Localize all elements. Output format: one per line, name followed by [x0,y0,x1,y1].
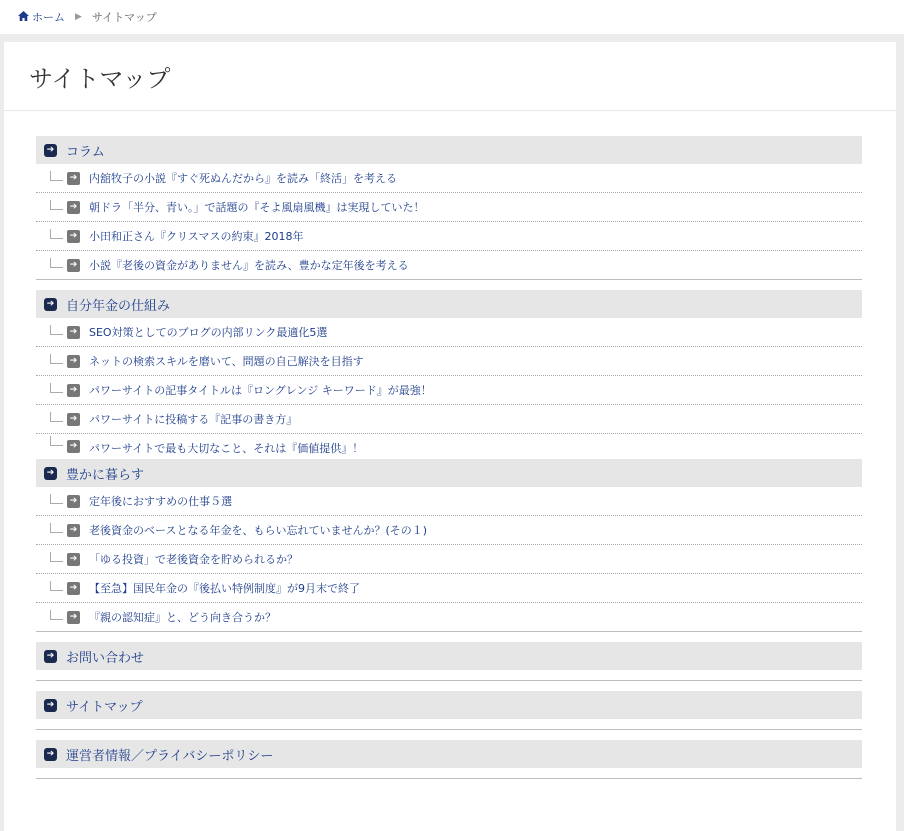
page-group [36,691,862,730]
page-link-label: サイトマップ [66,699,143,715]
page-link-sitemap[interactable] [36,691,862,719]
arrow-right-icon: ➔ [67,582,80,595]
category-label: 豊かに暮らす [66,467,145,483]
post-link[interactable] [36,251,862,279]
post-title: 内舘牧子の小説『すぐ死ぬんだから』を読み「終活」を考える [89,172,397,185]
post-title: パワーサイトの記事タイトルは『ロングレンジ キーワード』が最強！ [89,384,432,397]
page-title: サイトマップ [4,42,896,111]
post-link[interactable] [36,193,862,222]
category-label: 自分年金の仕組み [66,298,171,314]
tree-branch-icon [50,494,63,504]
arrow-right-icon: ➔ [67,495,80,508]
arrow-right-icon: ➔ [67,611,80,624]
category-link[interactable] [36,136,862,164]
post-link[interactable] [36,376,862,405]
arrow-right-icon: ➔ [67,524,80,537]
arrow-right-icon: ➔ [44,298,57,311]
page-link-label: 運営者情報／プライバシーポリシー [66,748,274,764]
arrow-right-icon: ➔ [67,201,80,214]
post-link[interactable] [36,603,862,631]
post-title: 朝ドラ「半分、青い。」で話題の『そよ風扇風機』は実現していた！ [89,201,425,214]
post-link[interactable] [36,405,862,434]
arrow-right-icon: ➔ [67,553,80,566]
category-group [36,136,862,280]
post-title: SEO対策としてのブログの内部リンク最適化5選 [89,326,328,339]
arrow-right-icon: ➔ [67,384,80,397]
breadcrumb-home-label: ホーム [32,11,65,24]
category-link[interactable] [36,459,862,487]
arrow-right-icon: ➔ [67,355,80,368]
page-group [36,642,862,681]
post-link[interactable] [36,164,862,193]
tree-branch-icon [50,552,63,562]
post-title: パワーサイトで最も大切なこと、それは『価値提供』！ [89,442,364,455]
post-link[interactable] [36,545,862,574]
sitemap-card [4,42,896,831]
page-link-contact[interactable] [36,642,862,670]
breadcrumb-home-link[interactable] [18,9,65,25]
arrow-right-icon: ➔ [67,413,80,426]
arrow-right-icon: ➔ [44,699,57,712]
post-title: 【至急】国民年金の『後払い特例制度』が9月末で終了 [89,582,360,595]
post-link[interactable] [36,347,862,376]
tree-branch-icon [50,258,63,268]
post-link[interactable] [36,318,862,347]
tree-branch-icon [50,436,63,446]
tree-branch-icon [50,383,63,393]
arrow-right-icon: ➔ [44,650,57,663]
tree-branch-icon [50,581,63,591]
post-title: 小田和正さん『クリスマスの約束』2018年 [89,230,304,243]
category-group [36,459,862,632]
post-title: パワーサイトに投稿する『記事の書き方』 [89,413,298,426]
category-group [36,290,862,459]
category-link[interactable] [36,290,862,318]
tree-branch-icon [50,412,63,422]
arrow-right-icon: ➔ [44,748,57,761]
post-link[interactable] [36,487,862,516]
category-label: コラム [66,144,105,160]
post-title: 『親の認知症』と、どう向き合うか？ [89,611,276,624]
breadcrumb-current: サイトマップ [91,11,157,24]
post-link[interactable] [36,574,862,603]
chevron-right-icon: ▶ [75,12,82,22]
arrow-right-icon: ➔ [67,259,80,272]
tree-branch-icon [50,200,63,210]
arrow-right-icon: ➔ [67,230,80,243]
post-link[interactable] [36,222,862,251]
page-link-label: お問い合わせ [66,650,145,666]
arrow-right-icon: ➔ [67,172,80,185]
post-title: 定年後におすすめの仕事５選 [89,495,233,508]
page-link-privacy[interactable] [36,740,862,768]
post-title: 老後資金のベースとなる年金を、もらい忘れていませんか？(その１) [89,524,428,537]
post-title: 「ゆる投資」で老後資金を貯められるか？ [89,553,298,566]
arrow-right-icon: ➔ [44,467,57,480]
tree-branch-icon [50,229,63,239]
post-link[interactable] [36,434,862,459]
post-title: 小説『老後の資金がありません』を読み、豊かな定年後を考える [89,259,409,272]
sitemap-list [36,136,862,789]
tree-branch-icon [50,354,63,364]
arrow-right-icon: ➔ [67,440,80,453]
home-icon [18,11,29,24]
tree-branch-icon [50,171,63,181]
post-title: ネットの検索スキルを磨いて、問題の自己解決を目指す [89,355,364,368]
tree-branch-icon [50,610,63,620]
arrow-right-icon: ➔ [44,144,57,157]
post-link[interactable] [36,516,862,545]
tree-branch-icon [50,523,63,533]
arrow-right-icon: ➔ [67,326,80,339]
page-group [36,740,862,779]
breadcrumb [0,0,904,34]
tree-branch-icon [50,325,63,335]
